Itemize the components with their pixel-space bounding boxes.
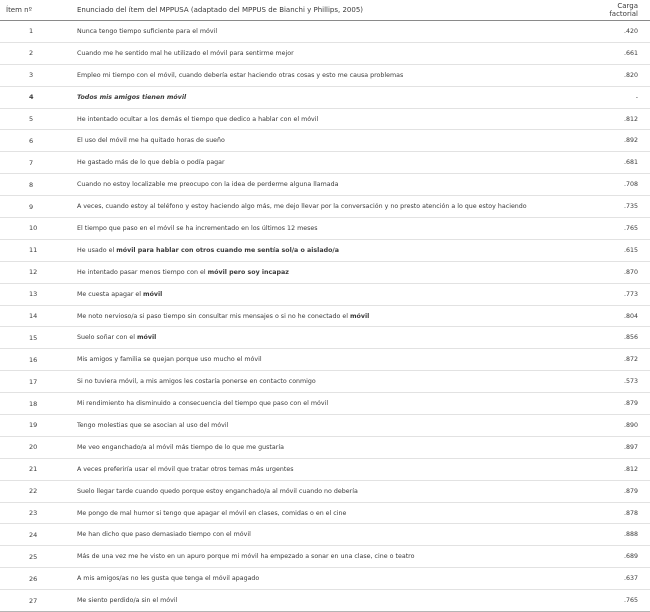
item-statement: [68, 327, 588, 349]
item-number: 3: [0, 64, 68, 86]
factor-loading: .804: [588, 305, 650, 327]
item-number: 4: [0, 86, 68, 108]
factor-loading-header: Carga factorial: [588, 0, 650, 21]
item-statement: Más de una vez me he visto en un apuro porque mi móvil ha empezado a sonar en una clase, cine o teatro: [68, 546, 588, 568]
table-row: [0, 415, 650, 437]
item-number: 11: [0, 239, 68, 261]
item-number: 21: [0, 458, 68, 480]
factor-loading: .735: [588, 196, 650, 218]
item-number: 5: [0, 108, 68, 130]
table-row: [0, 590, 650, 612]
factor-loading: .573: [588, 371, 650, 393]
statement-plain-part: He usado el: [77, 246, 117, 254]
table-row: [0, 371, 650, 393]
table-row: [0, 86, 650, 108]
item-statement: Cuando me he sentido mal he utilizado el móvil para sentirme mejor: [68, 42, 588, 64]
factor-loading: .773: [588, 283, 650, 305]
factor-loading: .888: [588, 524, 650, 546]
table-row: [0, 436, 650, 458]
item-number: 27: [0, 590, 68, 612]
table-row: [0, 480, 650, 502]
factor-loading: .897: [588, 436, 650, 458]
factor-loading: -: [588, 86, 650, 108]
factor-loading: .765: [588, 218, 650, 240]
table-row: [0, 305, 650, 327]
item-number: 23: [0, 502, 68, 524]
item-statement: Me pongo de mal humor si tengo que apagar el móvil en clases, comidas o en el cine: [68, 502, 588, 524]
factor-loading: .812: [588, 108, 650, 130]
item-statement-header: Enunciado del ítem del MPPUSA (adaptado del MPPUS de Bianchi y Phillips, 2005): [68, 0, 588, 21]
item-statement: A mis amigos/as no les gusta que tenga el móvil apagado: [68, 568, 588, 590]
table-row: [0, 21, 650, 43]
item-statement: He intentado ocultar a los demás el tiempo que dedico a hablar con el móvil: [68, 108, 588, 130]
item-number: 10: [0, 218, 68, 240]
factor-loading: .892: [588, 130, 650, 152]
factor-loading: .637: [588, 568, 650, 590]
factor-loading: .878: [588, 502, 650, 524]
factor-loading: .420: [588, 21, 650, 43]
item-statement: [68, 239, 588, 261]
table-row: [0, 42, 650, 64]
factor-loading: .870: [588, 261, 650, 283]
item-statement: Suelo llegar tarde cuando quedo porque estoy enganchado/a al móvil cuando no debería: [68, 480, 588, 502]
table-row: [0, 349, 650, 371]
factor-loading: .615: [588, 239, 650, 261]
item-number: 18: [0, 393, 68, 415]
item-statement: A veces preferiría usar el móvil que tratar otros temas más urgentes: [68, 458, 588, 480]
table-row: [0, 283, 650, 305]
statement-bold-part: móvil: [143, 290, 163, 298]
item-statement: Mis amigos y familia se quejan porque uso mucho el móvil: [68, 349, 588, 371]
table-row: [0, 458, 650, 480]
table-row: [0, 568, 650, 590]
item-statement: He gastado más de lo que debía o podía pagar: [68, 152, 588, 174]
item-statement: Todos mis amigos tienen móvil: [68, 86, 588, 108]
item-number-header: Ítem nº: [0, 0, 68, 21]
item-statement: [68, 283, 588, 305]
item-number: 7: [0, 152, 68, 174]
item-statement: [68, 305, 588, 327]
factor-loading: .681: [588, 152, 650, 174]
statement-plain-part: Me noto nervioso/a si paso tiempo sin consultar mis mensajes o si no he conectado el: [77, 312, 350, 320]
table-row: [0, 152, 650, 174]
item-statement: Mi rendimiento ha disminuido a consecuencia del tiempo que paso con el móvil: [68, 393, 588, 415]
factor-loading: .890: [588, 415, 650, 437]
statement-plain-part: He intentado pasar menos tiempo con el: [77, 268, 208, 276]
table-row: [0, 218, 650, 240]
item-number: 16: [0, 349, 68, 371]
table-header-row: [0, 0, 650, 21]
table-row: [0, 108, 650, 130]
factor-loading: .689: [588, 546, 650, 568]
statement-bold-part: móvil para hablar con otros cuando me sentía sol/a o aislado/a: [116, 246, 339, 254]
statement-bold-part: móvil pero soy incapaz: [207, 268, 289, 276]
factor-loading: .820: [588, 64, 650, 86]
item-statement: [68, 261, 588, 283]
table-row: [0, 130, 650, 152]
item-statement: Nunca tengo tiempo suficiente para el móvil: [68, 21, 588, 43]
table-row: [0, 174, 650, 196]
table-row: [0, 64, 650, 86]
table-row: [0, 261, 650, 283]
item-number: 8: [0, 174, 68, 196]
item-number: 6: [0, 130, 68, 152]
table-row: [0, 239, 650, 261]
factor-loading: .879: [588, 480, 650, 502]
item-statement: Cuando no estoy localizable me preocupo con la idea de perderme alguna llamada: [68, 174, 588, 196]
item-number: 20: [0, 436, 68, 458]
item-number: 17: [0, 371, 68, 393]
item-statement: Empleo mi tiempo con el móvil, cuando debería estar haciendo otras cosas y esto me causa problemas: [68, 64, 588, 86]
table-row: [0, 502, 650, 524]
item-number: 26: [0, 568, 68, 590]
factor-loading: .765: [588, 590, 650, 612]
table-row: [0, 393, 650, 415]
factor-loading: .872: [588, 349, 650, 371]
item-statement: A veces, cuando estoy al teléfono y estoy haciendo algo más, me dejo llevar por la conversación y no presto atención a lo que estoy haciendo: [68, 196, 588, 218]
item-number: 14: [0, 305, 68, 327]
item-number: 2: [0, 42, 68, 64]
item-statement: Me siento perdido/a sin el móvil: [68, 590, 588, 612]
table-row: [0, 327, 650, 349]
factor-loading: .708: [588, 174, 650, 196]
item-statement: Me han dicho que paso demasiado tiempo con el móvil: [68, 524, 588, 546]
item-number: 13: [0, 283, 68, 305]
table-row: [0, 196, 650, 218]
table-row: [0, 524, 650, 546]
statement-plain-part: Suelo soñar con el: [77, 334, 137, 342]
factor-loading: .879: [588, 393, 650, 415]
factor-loading: .812: [588, 458, 650, 480]
item-statement: Me veo enganchado/a al móvil más tiempo de lo que me gustaría: [68, 436, 588, 458]
item-number: 22: [0, 480, 68, 502]
factor-loading: .856: [588, 327, 650, 349]
statement-bold-part: móvil: [350, 312, 370, 320]
item-number: 24: [0, 524, 68, 546]
factor-loading: .661: [588, 42, 650, 64]
item-statement: Tengo molestias que se asocian al uso del móvil: [68, 415, 588, 437]
item-number: 12: [0, 261, 68, 283]
statement-bold-part: móvil: [136, 334, 157, 342]
item-number: 19: [0, 415, 68, 437]
table-row: [0, 546, 650, 568]
item-number: 9: [0, 196, 68, 218]
item-number: 15: [0, 327, 68, 349]
item-number: 1: [0, 21, 68, 43]
statement-plain-part: Me cuesta apagar el: [77, 290, 144, 298]
item-statement: El uso del móvil me ha quitado horas de sueño: [68, 130, 588, 152]
item-statement: El tiempo que paso en el móvil se ha incrementado en los últimos 12 meses: [68, 218, 588, 240]
item-number: 25: [0, 546, 68, 568]
item-statement: Si no tuviera móvil, a mis amigos les costaría ponerse en contacto conmigo: [68, 371, 588, 393]
